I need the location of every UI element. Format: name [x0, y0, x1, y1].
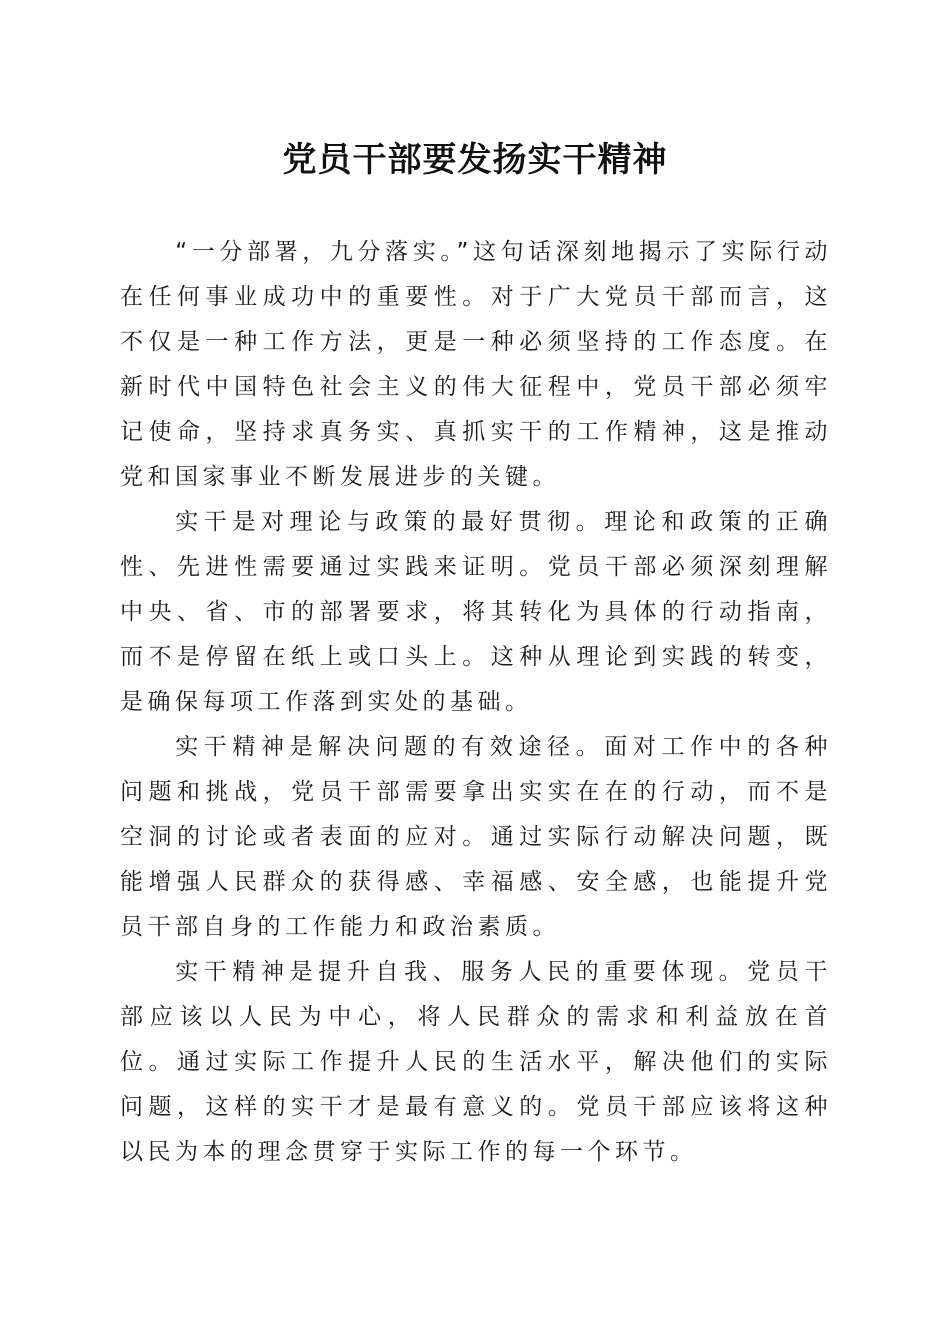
- paragraph-3: 实干精神是解决问题的有效途径。面对工作中的各种问题和挑战，党员干部需要拿出实实在在的行动，而不是空洞的讨论或者表面的应对。通过实际行动解决问题，既能增强人民群众的获得感、幸福感、安全感，也能提升党员干部自身的工作能力和政治素质。: [120, 734, 832, 940]
- paragraph-4: 实干精神是提升自我、服务人民的重要体现。党员干部应该以人民为中心，将人民群众的需求和利益放在首位。通过实际工作提升人民的生活水平，解决他们的实际问题，这样的实干才是最有意义的。党员干部应该将这种以民为本的理念贯穿于实际工作的每一个环节。: [120, 959, 832, 1165]
- paragraph-1: “一分部署，九分落实。”这句话深刻地揭示了实际行动在任何事业成功中的重要性。对于广大党员干部而言，这不仅是一种工作方法，更是一种必须坚持的工作态度。在新时代中国特色社会主义的伟大征程中，党员干部必须牢记使命，坚持求真务实、真抓实干的工作精神，这是推动党和国家事业不断发展进步的关键。: [120, 239, 832, 490]
- document-title: 党员干部要发扬实干精神: [282, 140, 668, 180]
- paragraph-2: 实干是对理论与政策的最好贯彻。理论和政策的正确性、先进性需要通过实践来证明。党员干部必须深刻理解中央、省、市的部署要求，将其转化为具体的行动指南，而不是停留在纸上或口头上。这种从理论到实践的转变，是确保每项工作落到实处的基础。: [120, 509, 832, 715]
- document-body: [120, 230, 832, 1175]
